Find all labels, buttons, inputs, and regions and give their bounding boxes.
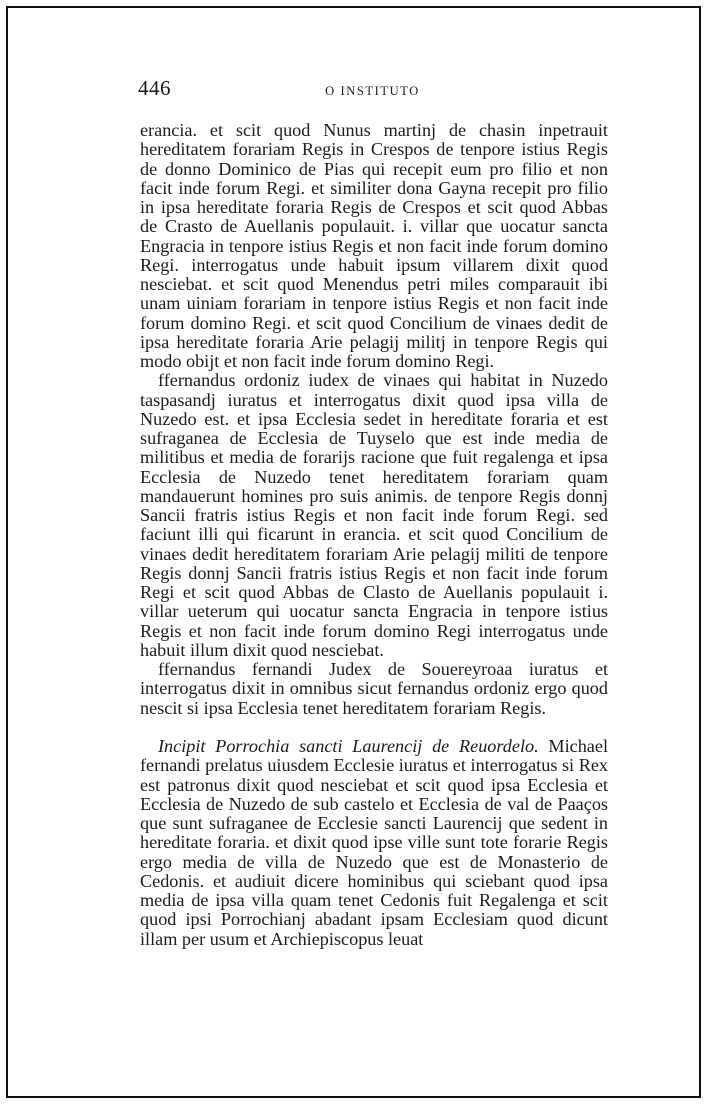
paragraph: ffernandus fernandi Judex de Souereyroaa iuratus et interrogatus dixit in omnibus sicut fernandus ordoniz ergo quod nescit si ipsa Ecclesia tenet hereditatem forariam Regis. (140, 659, 608, 718)
paragraph: erancia. et scit quod Nunus martinj de chasin inpetrauit hereditatem forariam Regis in Crespos de tenpore istius Regis de donno Dominico de Pias qui recepit eum pro filio et non facit inde forum Regi. et similiter dona Gayna recepit pro filio in ipsa hereditate foraria Regis de Crespos et scit quod Abbas de Crasto de Auellanis populauit. i. villar que uocatur sancta Engracia in tenpore istius Regis et non facit inde forum domino Regi. interrogatus unde habuit ipsum villarem dixit quod nesciebat. et scit quod Menendus petri miles comparauit ibi unam uiniam forariam in tenpore istius Regis et non facit inde forum domino Regi. et scit quod Concilium de vinaes dedit de ipsa hereditate foraria Arie pelagij militj in tenpore Regis qui modo obijt et non facit inde forum domino Regi. (140, 120, 608, 371)
running-title: O INSTITUTO (325, 84, 420, 98)
page-header (134, 76, 611, 106)
paragraph: ffernandus ordoniz iudex de vinaes qui habitat in Nuzedo taspasandj iuratus et interrogatus dixit quod ipsa villa de Nuzedo est. et ipsa Ecclesia sedet in hereditate foraria et est sufraganea de Ecclesia de Tuyselo que est inde media de militibus et media de forarijs racione que fuit regalenga et ipsa Ecclesia de Nuzedo tenet hereditatem forariam quam mandauerunt homines pro suis animis. de tenpore Regis donnj Sancii fratris istius Regis et non facit inde forum Regi. sed faciunt illi qui ficarunt in erancia. et scit quod Concilium de vinaes dedit hereditatem forariam Arie pelagij militi de tenpore Regis donnj Sancii fratris istius Regis et non facit inde forum Regi et scit quod Abbas de Clasto de Auellanis populauit i. villar ueterum qui uocatur sancta Engracia in tenpore istius Regis et non facit inde forum domino Regi interrogatus unde habuit illum dixit quod nesciebat. (140, 370, 608, 660)
section-heading: Incipit Porrochia sancti Laurencij de Reuordelo. (158, 736, 539, 756)
section-text: Michael fernandi prelatus uiusdem Ecclesie iuratus et interrogatus si Rex est patronus dixit quod nesciebat et scit quod ipsa Ecclesia et Ecclesia de Nuzedo de sub castelo et Ecclesia de val de Paaços que sunt sufraganee de Ecclesie sancti Laurencij que sedent in hereditate foraria. et dixit quod ipse ville sunt tote forarie Regis ergo media de villa de Nuzedo que est de Monasterio de Cedonis. et audiuit dicere hominibus qui sciebant quod ipsa media de ipsa villa quam tenet Cedonis fuit Regalenga et scit quod ipsi Porrochianj abadant ipsam Ecclesiam quod dicunt illam per usum et Archiepiscopus leuat (140, 736, 609, 949)
body-text (140, 121, 608, 949)
page-number: 446 (138, 76, 171, 100)
section-paragraph (140, 737, 608, 949)
